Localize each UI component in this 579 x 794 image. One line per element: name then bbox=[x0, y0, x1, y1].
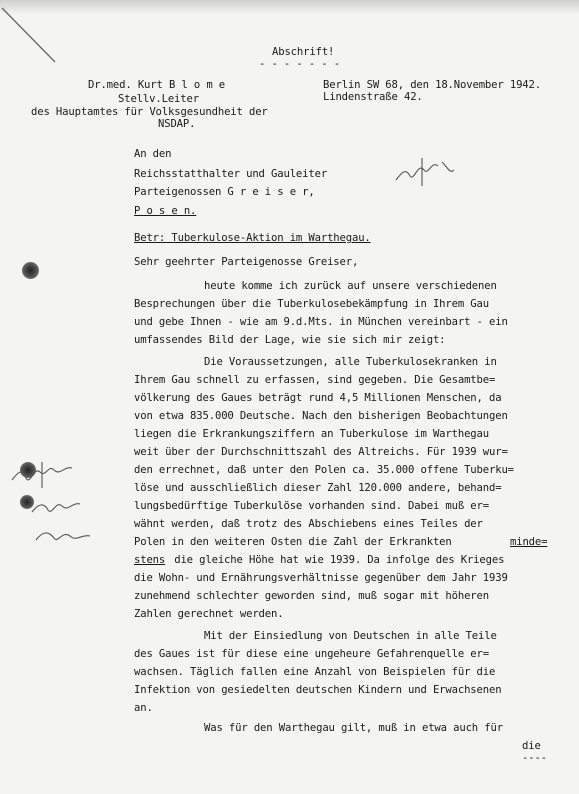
body-line: den errechnet, daß unter den Polen ca. 35.000 offene Tuberku= bbox=[134, 464, 514, 476]
underlined-word-part-2: stens bbox=[134, 554, 166, 566]
body-line: völkerung des Gaues beträgt rund 4,5 Millionen Menschen, da bbox=[134, 392, 502, 404]
scan-fold-shadow bbox=[0, 0, 579, 14]
recipient-city: P o s e n. bbox=[134, 205, 197, 217]
body-line: Die Voraussetzungen, alle Tuberkulosekranken in bbox=[204, 356, 497, 368]
place-date: Berlin SW 68, den 18.November 1942. bbox=[323, 79, 541, 91]
sender-party: NSDAP. bbox=[158, 118, 196, 130]
body-line: des Gaues ist für diese eine ungeheure Gefahrenquelle er= bbox=[134, 648, 489, 660]
salutation: Sehr geehrter Parteigenosse Greiser, bbox=[134, 256, 359, 268]
body-line: heute komme ich zurück auf unsere verschiedenen bbox=[204, 280, 497, 292]
body-line: die gleiche Höhe hat wie 1939. Da infolge des Krieges bbox=[168, 554, 505, 566]
continuation-dashes: ---- bbox=[522, 752, 547, 764]
body-line: Infektion von gesiedelten deutschen Kindern und Erwachsenen bbox=[134, 684, 502, 696]
sender-name: Dr.med. Kurt B l o m e bbox=[88, 79, 226, 91]
body-line: umfassendes Bild der Lage, wie sie sich mir zeigt: bbox=[134, 334, 446, 346]
body-line: wachsen. Täglich fallen eine Anzahl von Beispielen für die bbox=[134, 666, 496, 678]
body-line: an. bbox=[134, 702, 153, 714]
body-line: Polen in den weiteren Osten die Zahl der Erkrankten bbox=[134, 536, 452, 548]
recipient-line-3: Parteigenossen G r e i s e r, bbox=[134, 186, 315, 198]
street-address: Lindenstraße 42. bbox=[323, 91, 423, 103]
sender-office: des Hauptamtes für Volksgesundheit der bbox=[31, 106, 268, 118]
underlined-word-part-1: minde= bbox=[510, 536, 548, 548]
body-line: wähnt werden, daß trotz des Abschiebens eines Teiles der bbox=[134, 518, 483, 530]
body-line: löse und ausschließlich dieser Zahl 120.000 andere, behand= bbox=[134, 482, 502, 494]
body-line: Ihrem Gau schnell zu erfassen, sind gegeben. Die Gesamtbe= bbox=[134, 374, 496, 386]
body-line: Mit der Einsiedlung von Deutschen in alle Teile bbox=[204, 630, 497, 642]
copy-underline: - - - - - - - bbox=[259, 58, 340, 70]
marginal-handwriting-top-icon bbox=[392, 152, 462, 192]
body-line: zunehmend schlechter geworden sind, muß sogar mit höheren bbox=[134, 590, 489, 602]
copy-label: Abschrift! bbox=[272, 46, 335, 58]
body-line: lungsbedürftige Tuberkulöse vorhanden sind. Dabei muß er= bbox=[134, 500, 489, 512]
body-line: und gebe Ihnen - wie am 9.d.Mts. in München vereinbart - ein bbox=[134, 316, 508, 328]
body-line: Besprechungen über die Tuberkulosebekämpfung in Ihrem Gau bbox=[134, 298, 489, 310]
body-line: die Wohn- und Ernährungsverhältnisse gegenüber dem Jahr 1939 bbox=[134, 572, 508, 584]
subject-line: Betr: Tuberkulose-Aktion im Warthegau. bbox=[134, 232, 371, 244]
punch-hole-top bbox=[22, 262, 39, 279]
sender-title: Stellv.Leiter bbox=[118, 93, 199, 105]
body-line: Was für den Warthegau gilt, muß in etwa auch für bbox=[204, 722, 503, 734]
continuation-word: die bbox=[522, 740, 541, 752]
body-line: von etwa 835.000 Deutsche. Nach den bisherigen Beobachtungen bbox=[134, 410, 508, 422]
body-line: liegen die Erkrankungsziffern an Tuberkulose im Warthegau bbox=[134, 428, 489, 440]
marginal-handwriting-left-icon bbox=[2, 458, 100, 558]
body-line: Zahlen gerechnet werden. bbox=[134, 608, 284, 620]
body-line: weit über der Durchschnittszahl des Altreichs. Für 1939 wur= bbox=[134, 446, 508, 458]
recipient-line-2: Reichsstatthalter und Gauleiter bbox=[134, 168, 328, 180]
recipient-line-1: An den bbox=[134, 148, 172, 160]
corner-fold-mark bbox=[0, 0, 60, 70]
